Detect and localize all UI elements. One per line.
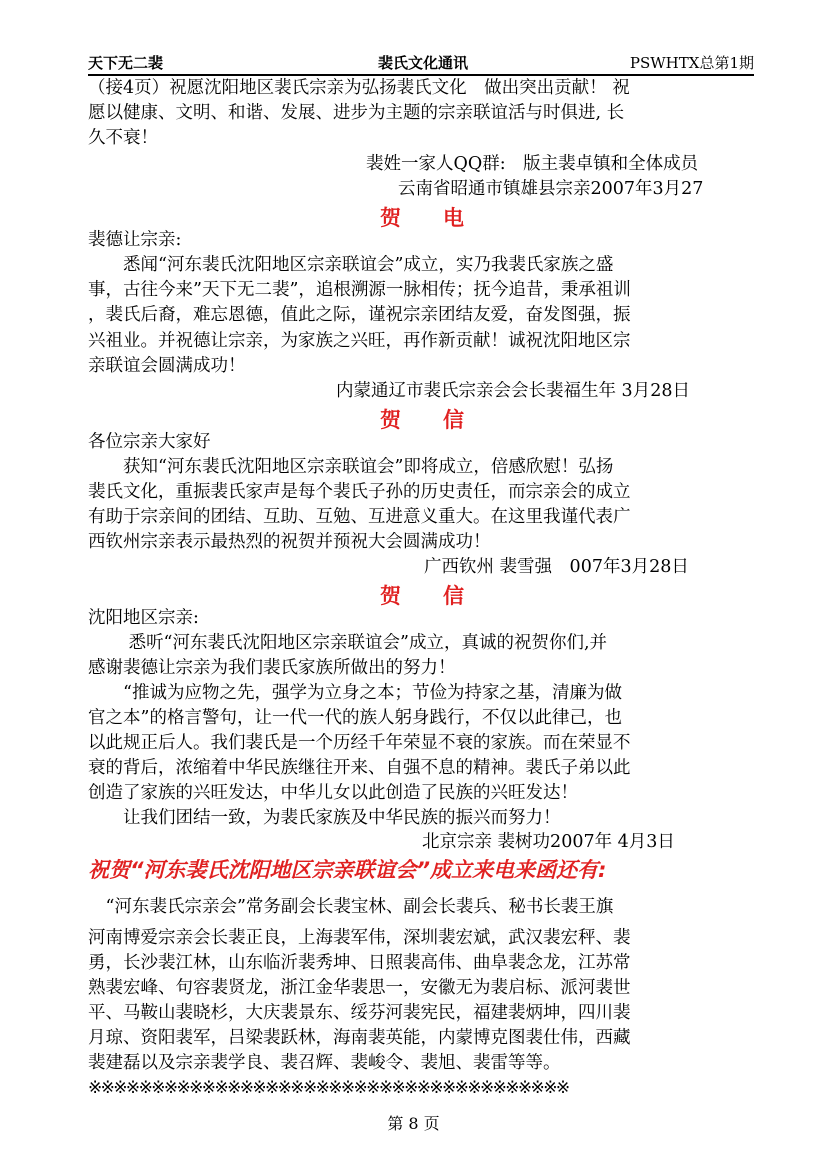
letter-title: 贺 电	[380, 206, 464, 230]
red-banner-heading: 祝贺“河东裴氏沈阳地区宗亲联谊会”成立来电来函还有:	[88, 858, 607, 882]
letter-line: 兴祖业。并祝德让宗亲，为家族之兴旺，再作新贡献！诚祝沈阳地区宗	[88, 331, 631, 351]
letter-signature: 北京宗亲 裴树功2007年 4月3日	[422, 832, 675, 852]
header-right: PSWHTX总第1期	[629, 54, 754, 72]
letter-line: 获知“河东裴氏沈阳地区宗亲联谊会”即将成立，倍感欣慰！弘扬	[88, 457, 614, 477]
intro-line: （接4页）祝愿沈阳地区裴氏宗亲为弘扬裴氏文化 做出突出贡献！ 祝	[88, 78, 630, 98]
letter-line: 事，古往今来”天下无二裴”，追根溯源一脉相传；抚今追昔，秉承祖训	[88, 280, 631, 300]
star-divider: ※※※※※※※※※※※※※※※※※※※※※※※※※※※※※※※※※※※※※※	[88, 1078, 569, 1098]
page-header	[88, 52, 754, 76]
letter-line: “推诚为应物之先，强学为立身之本；节俭为持家之基，清廉为做	[88, 683, 622, 703]
letter-greeting: 裴德让宗亲:	[88, 230, 182, 250]
list-line: 勇，长沙裴江林，山东临沂裴秀坤、日照裴高伟、曲阜裴念龙，江苏常	[88, 953, 631, 973]
letter-title: 贺 信	[380, 408, 464, 432]
list-line: 平、马鞍山裴晓杉，大庆裴景东、绥芬河裴宪民，福建裴炳坤，四川裴	[88, 1003, 631, 1023]
intro-line: 久不衰！	[88, 128, 158, 148]
header-left: 天下无二裴	[88, 54, 164, 72]
letter-line: 官之本”的格言警句，让一代一代的族人躬身践行，不仅以此律己，也	[88, 708, 622, 728]
letter-line: 悉听“河东裴氏沈阳地区宗亲联谊会”成立，真诚的祝贺你们,并	[88, 633, 608, 653]
list-line: 河南博爱宗亲会长裴正良，上海裴军伟，深圳裴宏斌，武汉裴宏秤、裴	[88, 928, 631, 948]
letter-line: ，裴氏后裔，难忘恩德，值此之际，谨祝宗亲团结友爱，奋发图强，振	[88, 305, 631, 325]
letter-line: 裴氏文化，重振裴氏家声是每个裴氏子孙的历史责任，而宗亲会的成立	[88, 482, 631, 502]
letter-line: 创造了家族的兴旺发达，中华儿女以此创造了民族的兴旺发达！	[88, 783, 578, 803]
intro-signature: 裴姓一家人QQ群: 版主裴卓镇和全体成员	[366, 154, 699, 174]
letter-signature: 内蒙通辽市裴氏宗亲会会长裴福生年 3月28日	[336, 381, 690, 401]
letter-greeting: 各位宗亲大家好	[88, 432, 211, 452]
letter-line: 让我们团结一致，为裴氏家族及中华民族的振兴而努力！	[88, 808, 561, 828]
list-line: “河东裴氏宗亲会”常务副会长裴宝林、副会长裴兵、秘书长裴王旗	[88, 897, 614, 917]
page-number: 第 8 页	[387, 1114, 440, 1133]
letter-line: 以此规正后人。我们裴氏是一个历经千年荣显不衰的家族。而在荣显不	[88, 733, 631, 753]
letter-title: 贺 信	[380, 584, 464, 608]
letter-line: 西钦州宗亲表示最热烈的祝贺并预祝大会圆满成功！	[88, 532, 491, 552]
header-center: 裴氏文化通讯	[378, 54, 469, 72]
list-line: 裴建磊以及宗亲裴学良、裴召辉、裴峻令、裴旭、裴雷等等。	[88, 1053, 561, 1073]
letter-greeting: 沈阳地区宗亲:	[88, 608, 199, 628]
list-line: 月琼、资阳裴军，吕梁裴跃林，海南裴英能，内蒙博克图裴仕伟，西藏	[88, 1028, 631, 1048]
intro-signature: 云南省昭通市镇雄县宗亲2007年3月27	[398, 179, 704, 199]
letter-line: 亲联谊会圆满成功！	[88, 356, 246, 376]
letter-line: 悉闻“河东裴氏沈阳地区宗亲联谊会”成立，实乃我裴氏家族之盛	[88, 255, 614, 275]
letter-line: 衰的背后，浓缩着中华民族继往开来、自强不息的精神。裴氏子弟以此	[88, 758, 631, 778]
letter-signature: 广西钦州 裴雪强 007年3月28日	[424, 557, 689, 577]
letter-line: 有助于宗亲间的团结、互助、互勉、互进意义重大。在这里我谨代表广	[88, 507, 631, 527]
letter-line: 感谢裴德让宗亲为我们裴氏家族所做出的努力！	[88, 658, 456, 678]
intro-line: 愿以健康、文明、和谐、发展、进步为主题的宗亲联谊活与时俱进, 长	[88, 103, 625, 123]
list-line: 熟裴宏峰、句容裴贤龙，浙江金华裴思一，安徽无为裴启标、派河裴世	[88, 978, 631, 998]
